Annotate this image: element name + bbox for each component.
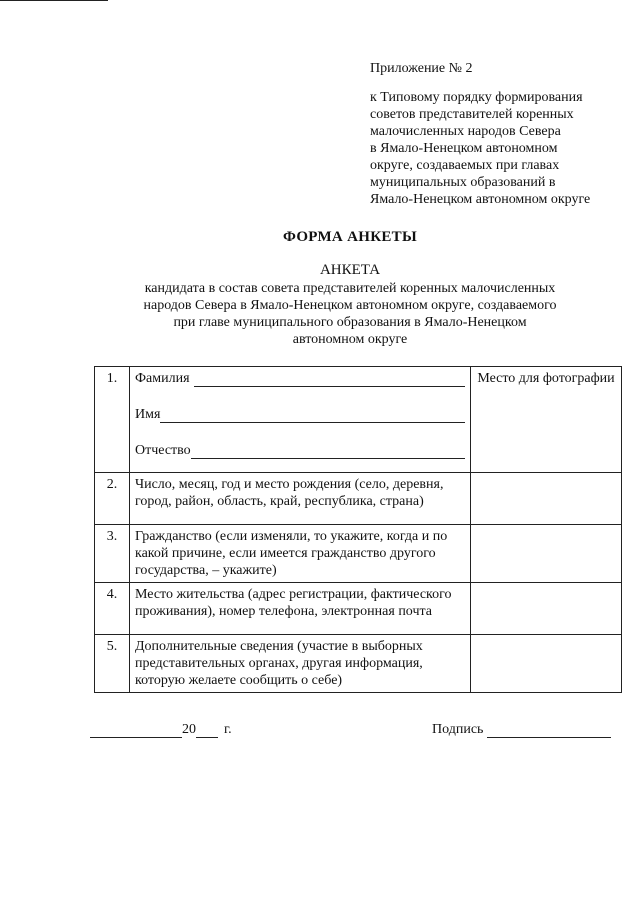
questionnaire-table (94, 366, 622, 693)
anketa-desc-line: при главе муниципального образования в Ямало-Ненецком (173, 315, 527, 330)
appendix-line: в Ямало-Ненецком автономном (370, 141, 558, 156)
surname-label: Фамилия (135, 371, 190, 386)
anketa-desc-line: народов Севера в Ямало-Ненецком автономном округе, создаваемого (143, 298, 557, 313)
form-title: ФОРМА АНКЕТЫ (282, 229, 418, 245)
appendix-block (370, 60, 630, 208)
top-rule (0, 0, 108, 1)
row-number: 5. (95, 635, 130, 693)
appendix-number: Приложение № 2 (370, 61, 473, 76)
row-text: Число, месяц, год и место рождения (село, деревня, город, район, область, край, республика, страна) (130, 473, 471, 525)
year-prefix: 20 (182, 722, 196, 737)
appendix-line: малочисленных народов Севера (370, 124, 561, 139)
signature-label: Подпись (432, 722, 484, 737)
anketa-title: АНКЕТА (319, 262, 381, 278)
year-line[interactable] (196, 723, 218, 738)
name-label: Имя (135, 407, 161, 422)
date-day-month-line[interactable] (90, 723, 182, 738)
signature-line[interactable] (487, 723, 611, 738)
patronymic-field[interactable] (135, 442, 465, 459)
table-row (95, 367, 622, 473)
row-text: Место жительства (адрес регистрации, фактического проживания), номер телефона, электронная почта (130, 583, 471, 635)
name-line[interactable] (160, 408, 465, 423)
appendix-line: к Типовому порядку формирования (370, 90, 583, 105)
answer-cell[interactable] (471, 525, 622, 583)
row-number: 3. (95, 525, 130, 583)
appendix-line: округе, создаваемых при главах (370, 158, 560, 173)
appendix-line: муниципальных образований в (370, 175, 556, 190)
surname-line[interactable] (194, 372, 465, 387)
row-number: 4. (95, 583, 130, 635)
anketa-description (115, 280, 585, 348)
answer-cell[interactable] (471, 635, 622, 693)
year-suffix: г. (224, 722, 232, 737)
table-row (95, 635, 622, 693)
anketa-desc-line: кандидата в состав совета представителей коренных малочисленных (144, 281, 556, 296)
answer-cell[interactable] (471, 583, 622, 635)
surname-field[interactable] (135, 370, 465, 387)
table-row (95, 473, 622, 525)
row-text: Гражданство (если изменяли, то укажите, когда и по какой причине, если имеется гражданство другого государства, – укажите) (130, 525, 471, 583)
row-text: Дополнительные сведения (участие в выборных представительных органах, другая информация, которую желаете сообщить о себе) (130, 635, 471, 693)
name-fields-cell (130, 367, 471, 473)
patronymic-line[interactable] (191, 444, 465, 459)
photo-placeholder: Место для фотографии (471, 367, 622, 473)
patronymic-label: Отчество (135, 443, 191, 458)
table-row (95, 525, 622, 583)
row-number: 2. (95, 473, 130, 525)
table-row (95, 583, 622, 635)
signature-field[interactable] (432, 722, 611, 738)
answer-cell[interactable] (471, 473, 622, 525)
appendix-line: Ямало-Ненецком автономном округе (370, 192, 591, 207)
appendix-line: советов представителей коренных (370, 107, 574, 122)
row-number: 1. (95, 367, 130, 473)
anketa-desc-line: автономном округе (292, 332, 408, 347)
date-field[interactable] (90, 722, 232, 738)
name-field[interactable] (135, 406, 465, 423)
